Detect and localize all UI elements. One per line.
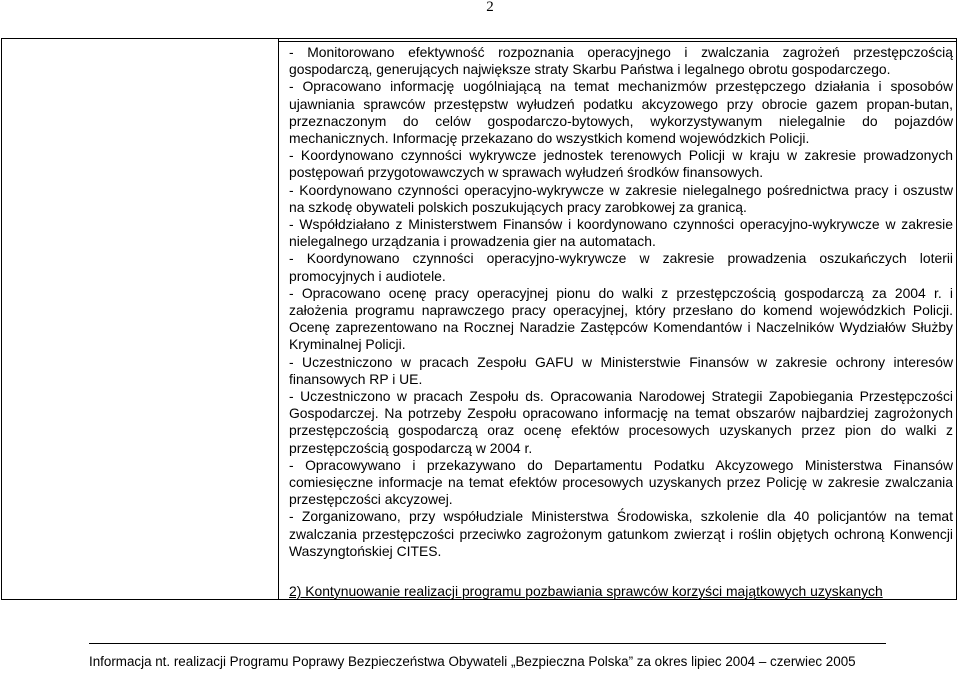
paragraph-propane-butane-report: - Opracowano informację uogólniającą na temat mechanizmów przestępczego działania i sposobów ujawniania sprawców przestępstw wyłudzeń podatku akcyzowego przy obrocie gazem propan-butan, przeznaczonym do celów gospodarczo-bytowych, wykorzystywanym nielegalnie do pojazdów mechanicznych. Informację przekazano do wszystkich komend wojewódzkich Policji. <box>289 78 953 147</box>
paragraph-excise-reports: - Opracowywano i przekazywano do Departamentu Podatku Akcyzowego Ministerstwa Finansów comiesięczne informacje na temat efektów procesowych uzyskanych przez Policję w zakresie zwalczania przestępczości akcyzowej. <box>289 456 953 508</box>
table-content-cell <box>289 44 953 560</box>
paragraph-cites-training: - Zorganizowano, przy współudziale Ministerstwa Środowiska, szkolenie dla 40 policjantów na temat zwalczania przestępczości przeciwko zagrożonym gatunkom zwierząt i roślin objętych ochroną Konwencji Waszyngtońskiej CITES. <box>289 508 953 559</box>
page-number: 2 <box>486 0 494 15</box>
paragraph-gafu-team: - Uczestniczono w pracach Zespołu GAFU w Ministerstwie Finansów w zakresie ochrony interesów finansowych RP i UE. <box>289 353 953 387</box>
paragraph-operational-assessment: - Opracowano ocenę pracy operacyjnej pionu do walki z przestępczością gospodarczą za 2004 r. i założenia programu naprawczego pracy operacyjnej, który przesłano do komend wojewódzkich Policji. Ocenę zaprezentowano na Rocznej Naradzie Zastępców Komendantów i Naczelników Wydziałów Służby Kryminalnej Policji. <box>289 284 953 353</box>
footer-rule <box>89 643 886 644</box>
paragraph-gaming-machines: - Współdziałano z Ministerstwem Finansów i koordynowano czynności operacyjno-wykrywcze w zakresie nielegalnego urządzania i prowadzenia gier na automatach. <box>289 216 953 250</box>
section-heading <box>289 583 953 600</box>
table-column-divider <box>278 39 279 599</box>
paragraph-national-strategy-team: - Uczestniczono w pracach Zespołu ds. Opracowania Narodowej Strategii Zapobiegania Przestępczości Gospodarczej. Na potrzeby Zespołu opracowano informację na temat obszarów najbardziej zagrożonych przestępczością gospodarczą oraz ocenę efektów procesowych uzyskanych przez pion do walki z przestępczością gospodarczą w 2004 r. <box>289 388 953 456</box>
table-row-divider <box>279 39 956 42</box>
paragraph-financial-fraud-coordination: - Koordynowano czynności wykrywcze jednostek terenowych Policji w kraju w zakresie prowadzonych postępowań przygotowawczych w sprawach wyłudzeń środków finansowych. <box>289 147 953 181</box>
paragraph-lotteries: - Koordynowano czynności operacyjno-wykrywcze w zakresie prowadzenia oszukańczych loterii promocyjnych i audiotele. <box>289 250 953 284</box>
paragraph-monitoring: - Monitorowano efektywność rozpoznania operacyjnego i zwalczania zagrożeń przestępczością gospodarczą, generujących największe straty Skarbu Państwa i legalnego obrotu gospodarczego. <box>289 44 953 78</box>
paragraph-employment-agency-fraud: - Koordynowano czynności operacyjno-wykrywcze w zakresie nielegalnego pośrednictwa pracy i oszustw na szkodę obywateli polskich poszukujących pracy zarobkowej za granicą. <box>289 181 953 215</box>
section-heading-text: 2) Kontynuowanie realizacji programu pozbawiania sprawców korzyści majątkowych uzyskanych <box>289 583 883 599</box>
footer-text: Informacja nt. realizacji Programu Poprawy Bezpieczeństwa Obywateli „Bezpieczna Polska” za okres lipiec 2004 – czerwiec 2005 <box>89 654 856 669</box>
